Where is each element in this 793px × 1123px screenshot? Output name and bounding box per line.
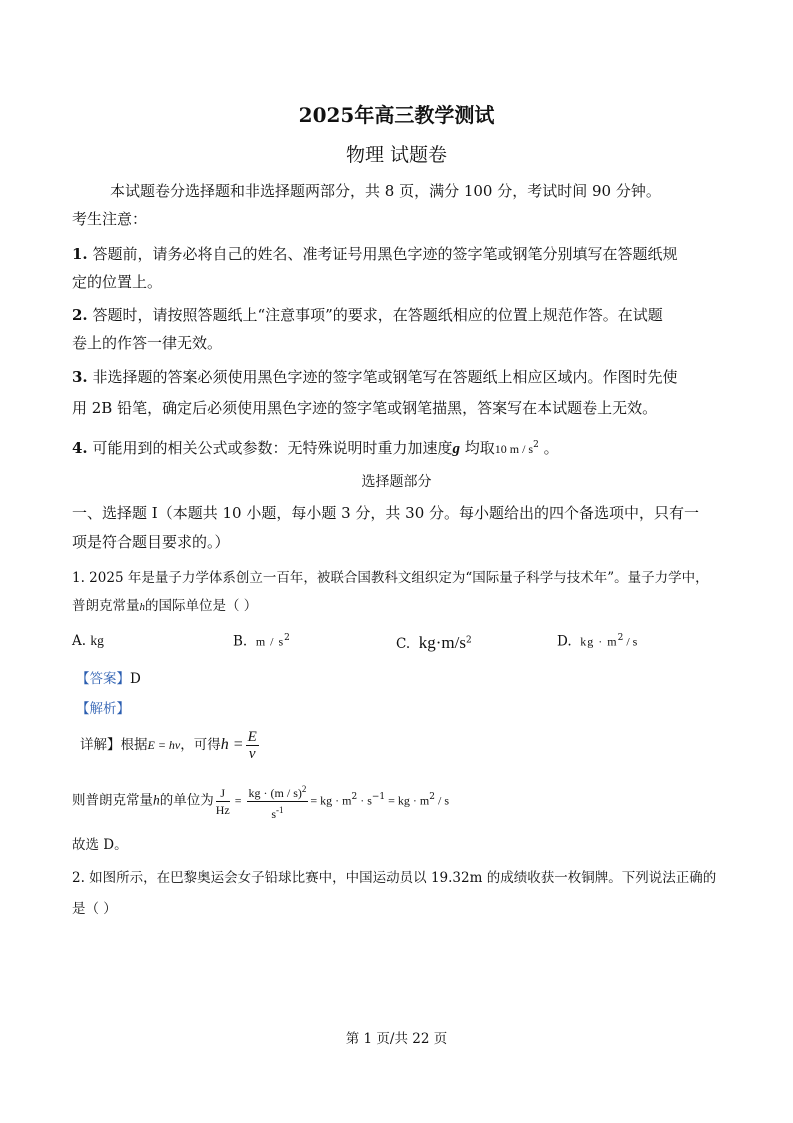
- page-footer: 第 1 页/共 22 页: [345, 1031, 448, 1047]
- planck-symbol: h: [139, 601, 145, 613]
- option-text: kg: [90, 633, 104, 648]
- notice-3-line1: [72, 366, 677, 387]
- option-label: C.: [396, 636, 411, 652]
- gravity-value: 10 m / s: [494, 442, 534, 456]
- gravity-exponent: 2: [533, 440, 539, 450]
- option-label: B.: [233, 633, 248, 650]
- option-label: D.: [557, 633, 572, 650]
- detail-equation: E = hν: [147, 738, 181, 752]
- fraction-numerator: J: [216, 785, 230, 802]
- answer-value: D: [130, 671, 141, 687]
- option-text: m / s: [255, 634, 285, 649]
- fraction-numerator: E: [247, 729, 257, 745]
- notice-text-mid: 均取: [464, 439, 495, 457]
- unit-rhs-2-tail: / s: [435, 793, 450, 808]
- detail-mid: ，可得: [180, 737, 221, 753]
- q1-stem-line2: [72, 594, 257, 614]
- q1-stem-line1: 1. 2025 年是量子力学体系创立一百年，被联合国教科文组织定为“国际量子科学与技术年”。量子力学中，: [72, 570, 709, 586]
- option-text: kg · m: [580, 634, 618, 649]
- unit-rhs-1-exp2: −1: [371, 792, 386, 802]
- exam-subtitle: 物理 试题卷: [345, 144, 448, 166]
- detail-fraction: [246, 729, 259, 762]
- detail-text: 详解】根据: [80, 737, 148, 753]
- notice-number: 3.: [72, 368, 88, 386]
- exam-title: 2025年高三教学测试: [298, 103, 495, 127]
- unit-fraction-2: [247, 781, 309, 822]
- unit-fraction-1: [216, 785, 230, 818]
- notice-4-line: [72, 437, 559, 458]
- q1-conclusion: 故选 D。: [72, 837, 128, 853]
- notice-2-line2: 卷上的作答一律无效。: [72, 334, 223, 352]
- fraction-numerator-exp: 2: [301, 783, 307, 794]
- option-c[interactable]: [396, 633, 472, 653]
- unit-rhs-1-exp: 2: [351, 792, 358, 802]
- notice-1-line1: [72, 243, 677, 264]
- unit-rhs-2: = kg · m: [385, 793, 430, 808]
- option-b[interactable]: [233, 633, 290, 650]
- detail-line: [80, 725, 261, 765]
- option-text: kg·m/s: [418, 633, 466, 652]
- notice-2-line1: [72, 304, 663, 325]
- q2-stem-line2: 是（ ）: [72, 901, 117, 917]
- unit-rhs-2-exp: 2: [429, 792, 435, 802]
- unit-rhs-1-mid: · s: [357, 793, 372, 808]
- option-d[interactable]: [557, 633, 637, 650]
- option-label: A.: [72, 633, 87, 649]
- intro-line: 本试题卷分选择题和非选择题两部分，共 8 页，满分 100 分，考试时间 90 分钟。: [110, 182, 661, 200]
- option-exponent: 2: [284, 633, 290, 643]
- fraction-denominator: s: [271, 806, 277, 821]
- option-exponent: 2: [465, 635, 472, 646]
- unit-derivation-line: 则普朗克常量h的单位为 $\frac{J}{Hz}$ = $\frac{kg \cdot (m / s)^2}{s^{-1}}$ = kg · $m^2 \cdot s^{-1}$ = kg · $m^2$ / s: [72, 777, 449, 817]
- notice-text: 非选择题的答案必须使用黑色字迹的签字笔或钢笔写在答题纸上相应区域内。作图时先使: [92, 368, 678, 386]
- detail-h: h =: [220, 736, 244, 753]
- notice-text: 答题时，请按照答题纸上“注意事项”的要求，在答题纸相应的位置上规范作答。在试题: [92, 306, 663, 324]
- option-a[interactable]: [72, 633, 104, 649]
- analysis-label: 【解析】: [76, 701, 130, 717]
- unit-rhs-1: = kg · m: [310, 793, 352, 808]
- part-heading-line2: 项是符合题目要求的。）: [72, 533, 230, 551]
- fraction-denominator: Hz: [215, 802, 230, 817]
- option-tail: / s: [623, 634, 638, 649]
- q2-stem-line1: 2. 如图所示，在巴黎奥运会女子铅球比赛中，中国运动员以 19.32m 的成绩收获一枚铜牌。下列说法正确的: [72, 870, 717, 886]
- notice-number: 4.: [72, 439, 88, 457]
- notice-number: 2.: [72, 306, 88, 324]
- q1-stem-text: 普朗克常量: [72, 598, 140, 614]
- option-exponent: 2: [617, 633, 624, 643]
- part-heading-line1: 一、选择题 I（本题共 10 小题，每小题 3 分，共 30 分。每小题给出的四个备选项中，只有一: [72, 504, 700, 522]
- unit-mid: 的单位为: [159, 792, 214, 809]
- notice-end: 。: [543, 439, 559, 457]
- notice-3-line2: 用 2B 铅笔，确定后必须使用黑色字迹的签字笔或钢笔描黑，答案写在本试题卷上无效。: [72, 399, 658, 417]
- notice-1-line2: 定的位置上。: [72, 273, 163, 291]
- fraction-denominator-exp: -1: [276, 804, 284, 815]
- notice-text: 可能用到的相关公式或参数：无特殊说明时重力加速度: [92, 439, 453, 457]
- notice-heading: 考生注意：: [72, 210, 148, 228]
- answer-label: 【答案】: [76, 671, 130, 687]
- q1-stem-tail: 的国际单位是（ ）: [145, 598, 258, 614]
- notice-text: 答题前，请务必将自己的姓名、准考证号用黑色字迹的签字笔或钢笔分别填写在答题纸规: [92, 245, 678, 263]
- answer-line: [76, 667, 141, 687]
- unit-text: 则普朗克常量: [72, 792, 153, 809]
- notice-number: 1.: [72, 245, 88, 263]
- fraction-numerator: kg · (m / s): [248, 785, 302, 800]
- fraction-denominator: ν: [248, 746, 256, 762]
- unit-h: h: [153, 792, 160, 808]
- section-heading: 选择题部分: [361, 474, 432, 490]
- gravity-symbol: g: [452, 441, 460, 457]
